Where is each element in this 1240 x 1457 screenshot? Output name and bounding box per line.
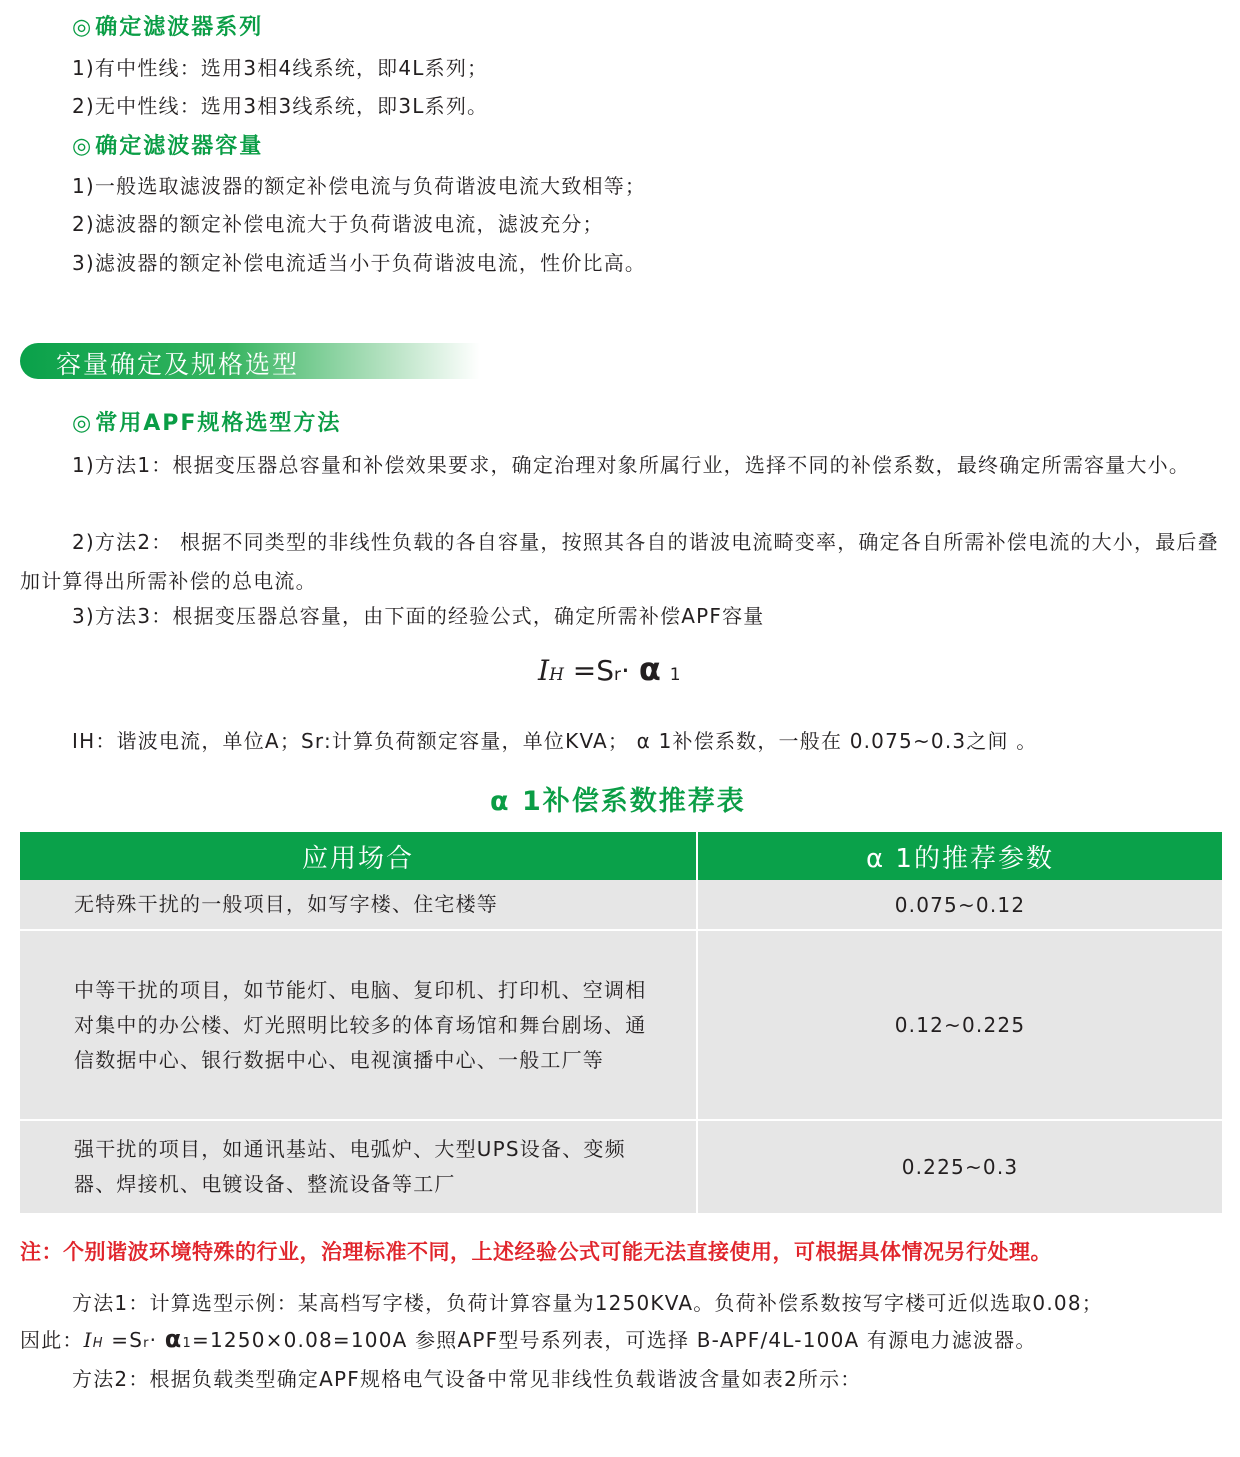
table-row: [20, 1120, 1222, 1214]
filter-series-item: 1)有中性线：选用3相4线系统，即4L系列；: [72, 56, 489, 80]
header-scene: 应用场合: [20, 832, 697, 880]
value-cell: 0.225~0.3: [697, 1120, 1222, 1214]
example1-text: 方法1：计算选型示例：某高档写字楼，负荷计算容量为1250KVA。负荷补偿系数按写字楼可近似选取0.08；: [72, 1291, 1103, 1315]
apf-methods-heading: ◎常用APF规格选型方法: [72, 411, 342, 436]
value-cell: 0.12~0.225: [697, 930, 1222, 1120]
filter-capacity-item: 2)滤波器的额定补偿电流大于负荷谐波电流，滤波充分；: [72, 212, 604, 236]
filter-series-heading: ◎确定滤波器系列: [72, 15, 264, 40]
scene-cell: 强干扰的项目，如通讯基站、电弧炉、大型UPS设备、变频器、焊接机、电镀设备、整流设备等工厂: [20, 1120, 697, 1214]
section-banner: [20, 343, 480, 379]
circle-bullet-icon: ◎: [72, 15, 94, 40]
table-row: [20, 930, 1222, 1120]
filter-capacity-item: 3)滤波器的额定补偿电流适当小于负荷谐波电流，性价比高。: [72, 251, 647, 275]
filter-series-item: 2)无中性线：选用3相3线系统，即3L系列。: [72, 94, 489, 118]
table-row: [20, 880, 1222, 930]
method2-text: 2)方法2： 根据不同类型的非线性负载的各自容量，按照其各自的谐波电流畸变率，确定各自所需补偿电流的大小，最后叠加计算得出所需补偿的总电流。: [20, 530, 1219, 593]
header-param: α 1的推荐参数: [697, 832, 1222, 880]
note-text: 注：个别谐波环境特殊的行业，治理标准不同，上述经验公式可能无法直接使用，可根据具体情况另行处理。: [20, 1240, 1052, 1264]
scene-cell: 无特殊干扰的一般项目，如写字楼、住宅楼等: [20, 880, 697, 930]
method3-text: 3)方法3：根据变压器总容量，由下面的经验公式，确定所需补偿APF容量: [72, 604, 765, 628]
example2-text: 方法2：根据负载类型确定APF规格电气设备中常见非线性负载谐波含量如表2所示：: [72, 1367, 862, 1391]
formula-legend: IH：谐波电流，单位A；Sr:计算负荷额定容量，单位KVA； α 1补偿系数，一般在 0.075~0.3之间 。: [72, 729, 1038, 753]
alpha-symbol: α: [638, 650, 661, 688]
table-header-row: [20, 832, 1222, 880]
coefficient-table: [20, 832, 1222, 1215]
example1-calc: 因此：IH =Sr· α1=1250×0.08=100A 参照APF型号系列表，可选择 B-APF/4L-100A 有源电力滤波器。: [20, 1325, 1037, 1353]
filter-capacity-item: 1)一般选取滤波器的额定补偿电流与负荷谐波电流大致相等；: [72, 174, 647, 198]
alpha-symbol: α: [164, 1325, 183, 1353]
formula: IH =Sr· α 1: [538, 650, 681, 688]
method1-text: 1)方法1：根据变压器总容量和补偿效果要求，确定治理对象所属行业，选择不同的补偿系数，最终确定所需容量大小。: [72, 453, 1191, 477]
filter-capacity-heading: ◎确定滤波器容量: [72, 134, 264, 159]
section-banner-title: 容量确定及规格选型: [56, 350, 300, 379]
table-title: α 1补偿系数推荐表: [490, 786, 746, 817]
value-cell: 0.075~0.12: [697, 880, 1222, 930]
scene-cell: 中等干扰的项目，如节能灯、电脑、复印机、打印机、空调相对集中的办公楼、灯光照明比较多的体育场馆和舞台剧场、通信数据中心、银行数据中心、电视演播中心、一般工厂等: [20, 930, 697, 1120]
circle-bullet-icon: ◎: [72, 411, 94, 436]
circle-bullet-icon: ◎: [72, 134, 94, 159]
